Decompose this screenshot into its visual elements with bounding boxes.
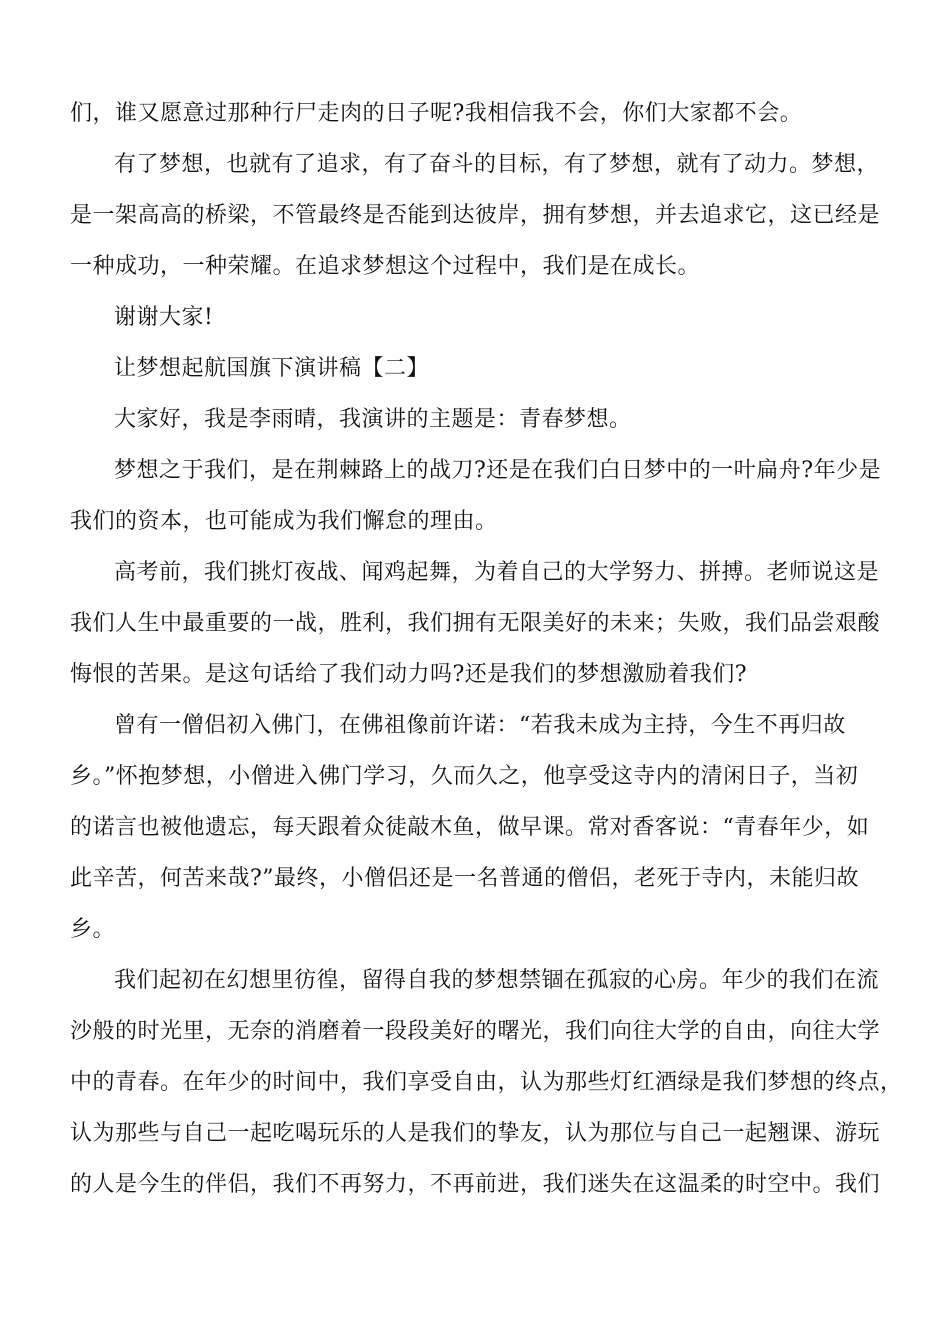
paragraph [70, 88, 882, 139]
section-heading [70, 343, 882, 394]
paragraph [70, 547, 882, 700]
text-line: 中的青春。在年少的时间中，我们享受自由，认为那些灯红酒绿是我们梦想的终点， [70, 1070, 903, 1095]
paragraph [70, 955, 903, 1210]
text-line: 的人是今生的伴侣，我们不再努力，不再前进，我们迷失在这温柔的时空中。我们 [70, 1172, 881, 1197]
paragraph [70, 394, 882, 445]
document-body [70, 88, 903, 1210]
text-line: 我们的资本，也可能成为我们懈怠的理由。 [70, 509, 498, 534]
text-line: 大家好，我是李雨晴，我演讲的主题是：青春梦想。 [114, 407, 632, 432]
text-line: 认为那些与自己一起吃喝玩乐的人是我们的挚友，认为那位与自己一起翘课、游玩 [70, 1121, 881, 1146]
text-line: 让梦想起航国旗下演讲稿【二】 [114, 356, 430, 381]
paragraph [70, 445, 882, 547]
text-line: 曾有一僧侣初入佛门，在佛祖像前许诺：“若我未成为主持，今生不再归故 [114, 713, 846, 738]
paragraph [70, 292, 882, 343]
text-line: 沙般的时光里，无奈的消磨着一段段美好的曙光，我们向往大学的自由，向往大学 [70, 1019, 881, 1044]
text-line: 有了梦想，也就有了追求，有了奋斗的目标，有了梦想，就有了动力。梦想， [114, 152, 880, 177]
text-line: 悔恨的苦果。是这句话给了我们动力吗?还是我们的梦想激励着我们? [70, 662, 748, 687]
paragraph [70, 700, 882, 955]
text-line: 此辛苦，何苦来哉?”最终，小僧侣还是一名普通的僧侣，老死于寺内，未能归故 [70, 866, 860, 891]
text-line: 的诺言也被他遗忘，每天跟着众徒敲木鱼，做早课。常对香客说：“青春年少，如 [70, 815, 870, 840]
text-line: 一种成功，一种荣耀。在追求梦想这个过程中，我们是在成长。 [70, 254, 701, 279]
text-line: 谢谢大家! [114, 305, 214, 330]
text-line: 乡。”怀抱梦想，小僧进入佛门学习，久而久之，他享受这寺内的清闲日子，当初 [70, 764, 859, 789]
text-line: 我们起初在幻想里彷徨，留得自我的梦想禁锢在孤寂的心房。年少的我们在流 [114, 968, 880, 993]
text-line: 是一架高高的桥梁，不管最终是否能到达彼岸，拥有梦想，并去追求它，这已经是 [70, 203, 881, 228]
text-line: 梦想之于我们，是在荆棘路上的战刀?还是在我们白日梦中的一叶扁舟?年少是 [114, 458, 882, 483]
paragraph [70, 139, 882, 292]
text-line: 高考前，我们挑灯夜战、闻鸡起舞，为着自己的大学努力、拼搏。老师说这是 [114, 560, 880, 585]
text-line: 乡。 [70, 917, 116, 942]
text-line: 们，谁又愿意过那种行尸走肉的日子呢?我相信我不会，你们大家都不会。 [70, 101, 803, 126]
text-line: 我们人生中最重要的一战，胜利，我们拥有无限美好的未来；失败，我们品尝艰酸 [70, 611, 881, 636]
